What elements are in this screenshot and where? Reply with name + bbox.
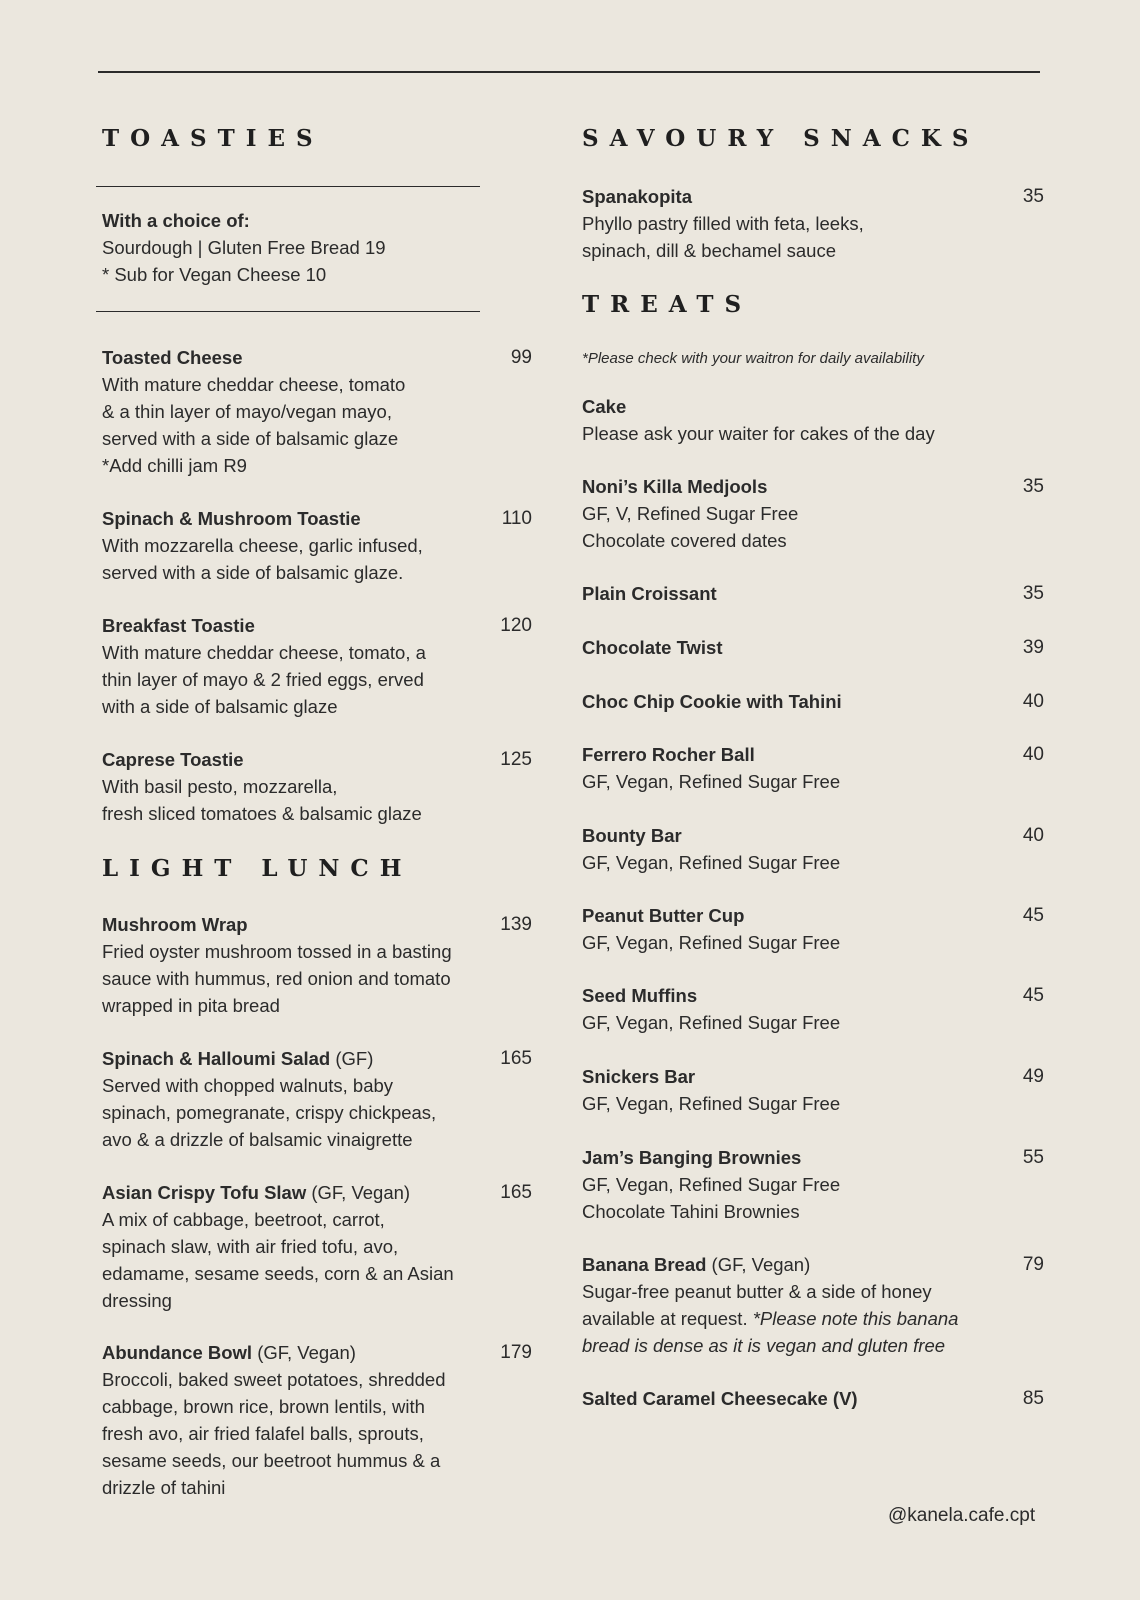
menu-item-description: Fried oyster mushroom tossed in a basting xyxy=(102,941,452,962)
menu-item-description: GF, Vegan, Refined Sugar Free xyxy=(582,1093,841,1114)
menu-item-price: 39 xyxy=(1022,637,1044,658)
menu-item-description: spinach, pomegranate, crispy chickpeas, xyxy=(102,1102,437,1123)
menu-item-name: Peanut Butter Cup xyxy=(582,905,745,926)
menu-item xyxy=(582,982,840,1036)
savoury-snacks-heading: SAVOURY SNACKS xyxy=(582,125,980,152)
menu-item-price: 165 xyxy=(500,1182,532,1203)
menu-item-title-line xyxy=(102,344,405,371)
menu-item-price: 165 xyxy=(500,1048,532,1069)
menu-item-description: With mature cheddar cheese, tomato xyxy=(102,374,406,395)
menu-item xyxy=(582,822,840,876)
menu-item xyxy=(582,634,722,661)
menu-item xyxy=(582,688,842,715)
menu-item-description: served with a side of balsamic glaze. xyxy=(102,562,404,583)
menu-item-note: bread is dense as it is vegan and gluten free xyxy=(582,1335,946,1356)
menu-item-description: A mix of cabbage, beetroot, carrot, xyxy=(102,1209,385,1230)
menu-item-description: Served with chopped walnuts, baby xyxy=(102,1075,394,1096)
menu-item-description: edamame, sesame seeds, corn & an Asian xyxy=(102,1263,454,1284)
menu-item-description: cabbage, brown rice, brown lentils, with xyxy=(102,1396,425,1417)
menu-item-description: GF, Vegan, Refined Sugar Free xyxy=(582,852,841,873)
menu-item-description: Phyllo pastry filled with feta, leeks, xyxy=(582,213,864,234)
menu-item-name: Spinach & Mushroom Toastie xyxy=(102,508,361,529)
choice-bread-options: Sourdough | Gluten Free Bread 19 xyxy=(102,237,386,258)
menu-item-name: Toasted Cheese xyxy=(102,347,243,368)
menu-item-title-line xyxy=(102,1339,446,1366)
menu-item-description: With mozzarella cheese, garlic infused, xyxy=(102,535,423,556)
menu-item-description: dressing xyxy=(102,1290,172,1311)
menu-item-name: Ferrero Rocher Ball xyxy=(582,744,755,765)
menu-item xyxy=(582,1251,958,1359)
menu-item-description: Chocolate covered dates xyxy=(582,530,787,551)
menu-item-name: Asian Crispy Tofu Slaw xyxy=(102,1182,307,1203)
menu-item-name: Bounty Bar xyxy=(582,825,682,846)
menu-item-name: Spinach & Halloumi Salad xyxy=(102,1048,331,1069)
menu-item-dietary-tag: (GF, Vegan) xyxy=(252,1342,356,1363)
choice-bottom-rule xyxy=(96,311,480,312)
menu-item-name: Spanakopita xyxy=(582,186,692,207)
menu-item-title-line xyxy=(582,741,840,768)
menu-item-description: GF, Vegan, Refined Sugar Free xyxy=(582,932,841,953)
menu-item-description-text: available at request. xyxy=(582,1308,753,1329)
menu-item-price: 45 xyxy=(1022,905,1044,926)
menu-item xyxy=(582,393,935,447)
menu-item xyxy=(102,344,405,479)
menu-item-title-line xyxy=(582,688,842,715)
menu-item-name: Mushroom Wrap xyxy=(102,914,248,935)
menu-item xyxy=(582,1144,840,1225)
menu-item-dietary-tag: (GF, Vegan) xyxy=(706,1254,811,1275)
menu-item-description: Broccoli, baked sweet potatoes, shredded xyxy=(102,1369,446,1390)
menu-item-name: Chocolate Twist xyxy=(582,637,723,658)
menu-item-price: 40 xyxy=(1022,691,1044,712)
menu-item-dietary-tag: (GF) xyxy=(330,1048,374,1069)
menu-item-price: 40 xyxy=(1022,744,1044,765)
menu-item-price: 85 xyxy=(1022,1388,1044,1409)
menu-item xyxy=(102,1339,446,1501)
menu-item-name: Banana Bread xyxy=(582,1254,707,1275)
menu-item xyxy=(102,1045,436,1153)
menu-item-title-line xyxy=(582,473,798,500)
menu-item-description: With basil pesto, mozzarella, xyxy=(102,776,338,797)
menu-item-name: Seed Muffins xyxy=(582,985,698,1006)
menu-item-description: sesame seeds, our beetroot hummus & a xyxy=(102,1450,441,1471)
menu-item-price: 35 xyxy=(1022,476,1044,497)
light-lunch-heading: LIGHT LUNCH xyxy=(102,855,413,882)
menu-item-description: *Add chilli jam R9 xyxy=(102,455,247,476)
menu-item-description: & a thin layer of mayo/vegan mayo, xyxy=(102,401,392,422)
menu-item-name: Snickers Bar xyxy=(582,1066,696,1087)
menu-item-name: Caprese Toastie xyxy=(102,749,244,770)
menu-item-description: GF, Vegan, Refined Sugar Free xyxy=(582,1012,841,1033)
menu-item-title-line xyxy=(582,580,717,607)
menu-item-price: 35 xyxy=(1022,583,1044,604)
menu-item-title-line xyxy=(102,746,422,773)
menu-item-price: 125 xyxy=(500,749,532,770)
top-divider xyxy=(98,71,1040,73)
menu-item xyxy=(582,1063,840,1117)
menu-item-description xyxy=(582,1305,958,1332)
menu-item-title-line xyxy=(582,822,840,849)
menu-item-title-line xyxy=(102,505,423,532)
menu-item-description: Sugar-free peanut butter & a side of honey xyxy=(582,1281,932,1302)
menu-item-description: wrapped in pita bread xyxy=(102,995,280,1016)
menu-item-price: 45 xyxy=(1022,985,1044,1006)
menu-item-description: Please ask your waiter for cakes of the day xyxy=(582,423,935,444)
menu-item xyxy=(582,902,840,956)
menu-item-name: Salted Caramel Cheesecake (V) xyxy=(582,1388,858,1409)
menu-item xyxy=(582,741,840,795)
menu-item xyxy=(102,1179,454,1314)
choice-title: With a choice of: xyxy=(102,210,250,231)
menu-item-description: GF, Vegan, Refined Sugar Free xyxy=(582,1174,841,1195)
menu-item-description: spinach slaw, with air fried tofu, avo, xyxy=(102,1236,399,1257)
menu-item xyxy=(102,505,423,586)
menu-item-title-line xyxy=(582,1385,858,1412)
menu-item-title-line xyxy=(582,183,864,210)
menu-item-price: 49 xyxy=(1022,1066,1044,1087)
menu-item-price: 99 xyxy=(510,347,532,368)
menu-item-name: Jam’s Banging Brownies xyxy=(582,1147,802,1168)
menu-item-name: Plain Croissant xyxy=(582,583,717,604)
menu-item xyxy=(582,1385,858,1412)
menu-item-description: thin layer of mayo & 2 fried eggs, erved xyxy=(102,669,424,690)
menu-item-description: served with a side of balsamic glaze xyxy=(102,428,399,449)
menu-item-price: 35 xyxy=(1022,186,1044,207)
menu-item-name: Cake xyxy=(582,396,627,417)
menu-item-title-line xyxy=(102,911,452,938)
menu-item-title-line xyxy=(102,1179,454,1206)
menu-item xyxy=(582,473,798,554)
menu-item-description: avo & a drizzle of balsamic vinaigrette xyxy=(102,1129,413,1150)
instagram-handle: @kanela.cafe.cpt xyxy=(888,1505,1036,1526)
treats-heading: TREATS xyxy=(582,291,753,318)
menu-item xyxy=(102,612,426,720)
treats-availability-note: *Please check with your waitron for daily availability xyxy=(582,350,924,367)
menu-item-description: spinach, dill & bechamel sauce xyxy=(582,240,837,261)
menu-item xyxy=(582,580,717,607)
menu-item-title-line xyxy=(582,634,722,661)
menu-item-name: Abundance Bowl xyxy=(102,1342,253,1363)
menu-item-title-line xyxy=(582,1251,958,1278)
menu-item-price: 179 xyxy=(500,1342,532,1363)
menu-item-title-line xyxy=(582,902,840,929)
menu-item-title-line xyxy=(102,1045,436,1072)
menu-item-description: GF, Vegan, Refined Sugar Free xyxy=(582,771,841,792)
menu-item-title-line xyxy=(582,393,935,420)
menu-item-title-line xyxy=(582,982,840,1009)
menu-item-note: *Please note this banana xyxy=(752,1308,959,1329)
choice-vegan-sub: * Sub for Vegan Cheese 10 xyxy=(102,264,327,285)
menu-item-description: fresh sliced tomatoes & balsamic glaze xyxy=(102,803,422,824)
menu-item-name: Breakfast Toastie xyxy=(102,615,255,636)
menu-item-price: 55 xyxy=(1022,1147,1044,1168)
menu-item-description: drizzle of tahini xyxy=(102,1477,226,1498)
menu-item-title-line xyxy=(582,1144,840,1171)
menu-item-name: Choc Chip Cookie with Tahini xyxy=(582,691,842,712)
menu-item-description: GF, V, Refined Sugar Free xyxy=(582,503,799,524)
menu-item-title-line xyxy=(102,612,426,639)
menu-item-price: 79 xyxy=(1022,1254,1044,1275)
menu-item-price: 40 xyxy=(1022,825,1044,846)
menu-item-description: Chocolate Tahini Brownies xyxy=(582,1201,800,1222)
menu-item-price: 110 xyxy=(501,508,532,529)
menu-item-description: With mature cheddar cheese, tomato, a xyxy=(102,642,426,663)
bread-choice-block xyxy=(102,207,386,288)
menu-item xyxy=(102,911,452,1019)
toasties-heading: TOASTIES xyxy=(102,125,324,152)
menu-item-description: fresh avo, air fried falafel balls, sprouts, xyxy=(102,1423,424,1444)
menu-item-dietary-tag: (GF, Vegan) xyxy=(306,1182,411,1203)
menu-item-price: 120 xyxy=(500,615,532,636)
menu-item xyxy=(582,183,864,264)
menu-item xyxy=(102,746,422,827)
menu-item-description: sauce with hummus, red onion and tomato xyxy=(102,968,451,989)
menu-item-price: 139 xyxy=(500,914,532,935)
menu-item-name: Noni’s Killa Medjools xyxy=(582,476,768,497)
menu-item-description: with a side of balsamic glaze xyxy=(102,696,338,717)
menu-item-title-line xyxy=(582,1063,840,1090)
choice-top-rule xyxy=(96,186,480,187)
